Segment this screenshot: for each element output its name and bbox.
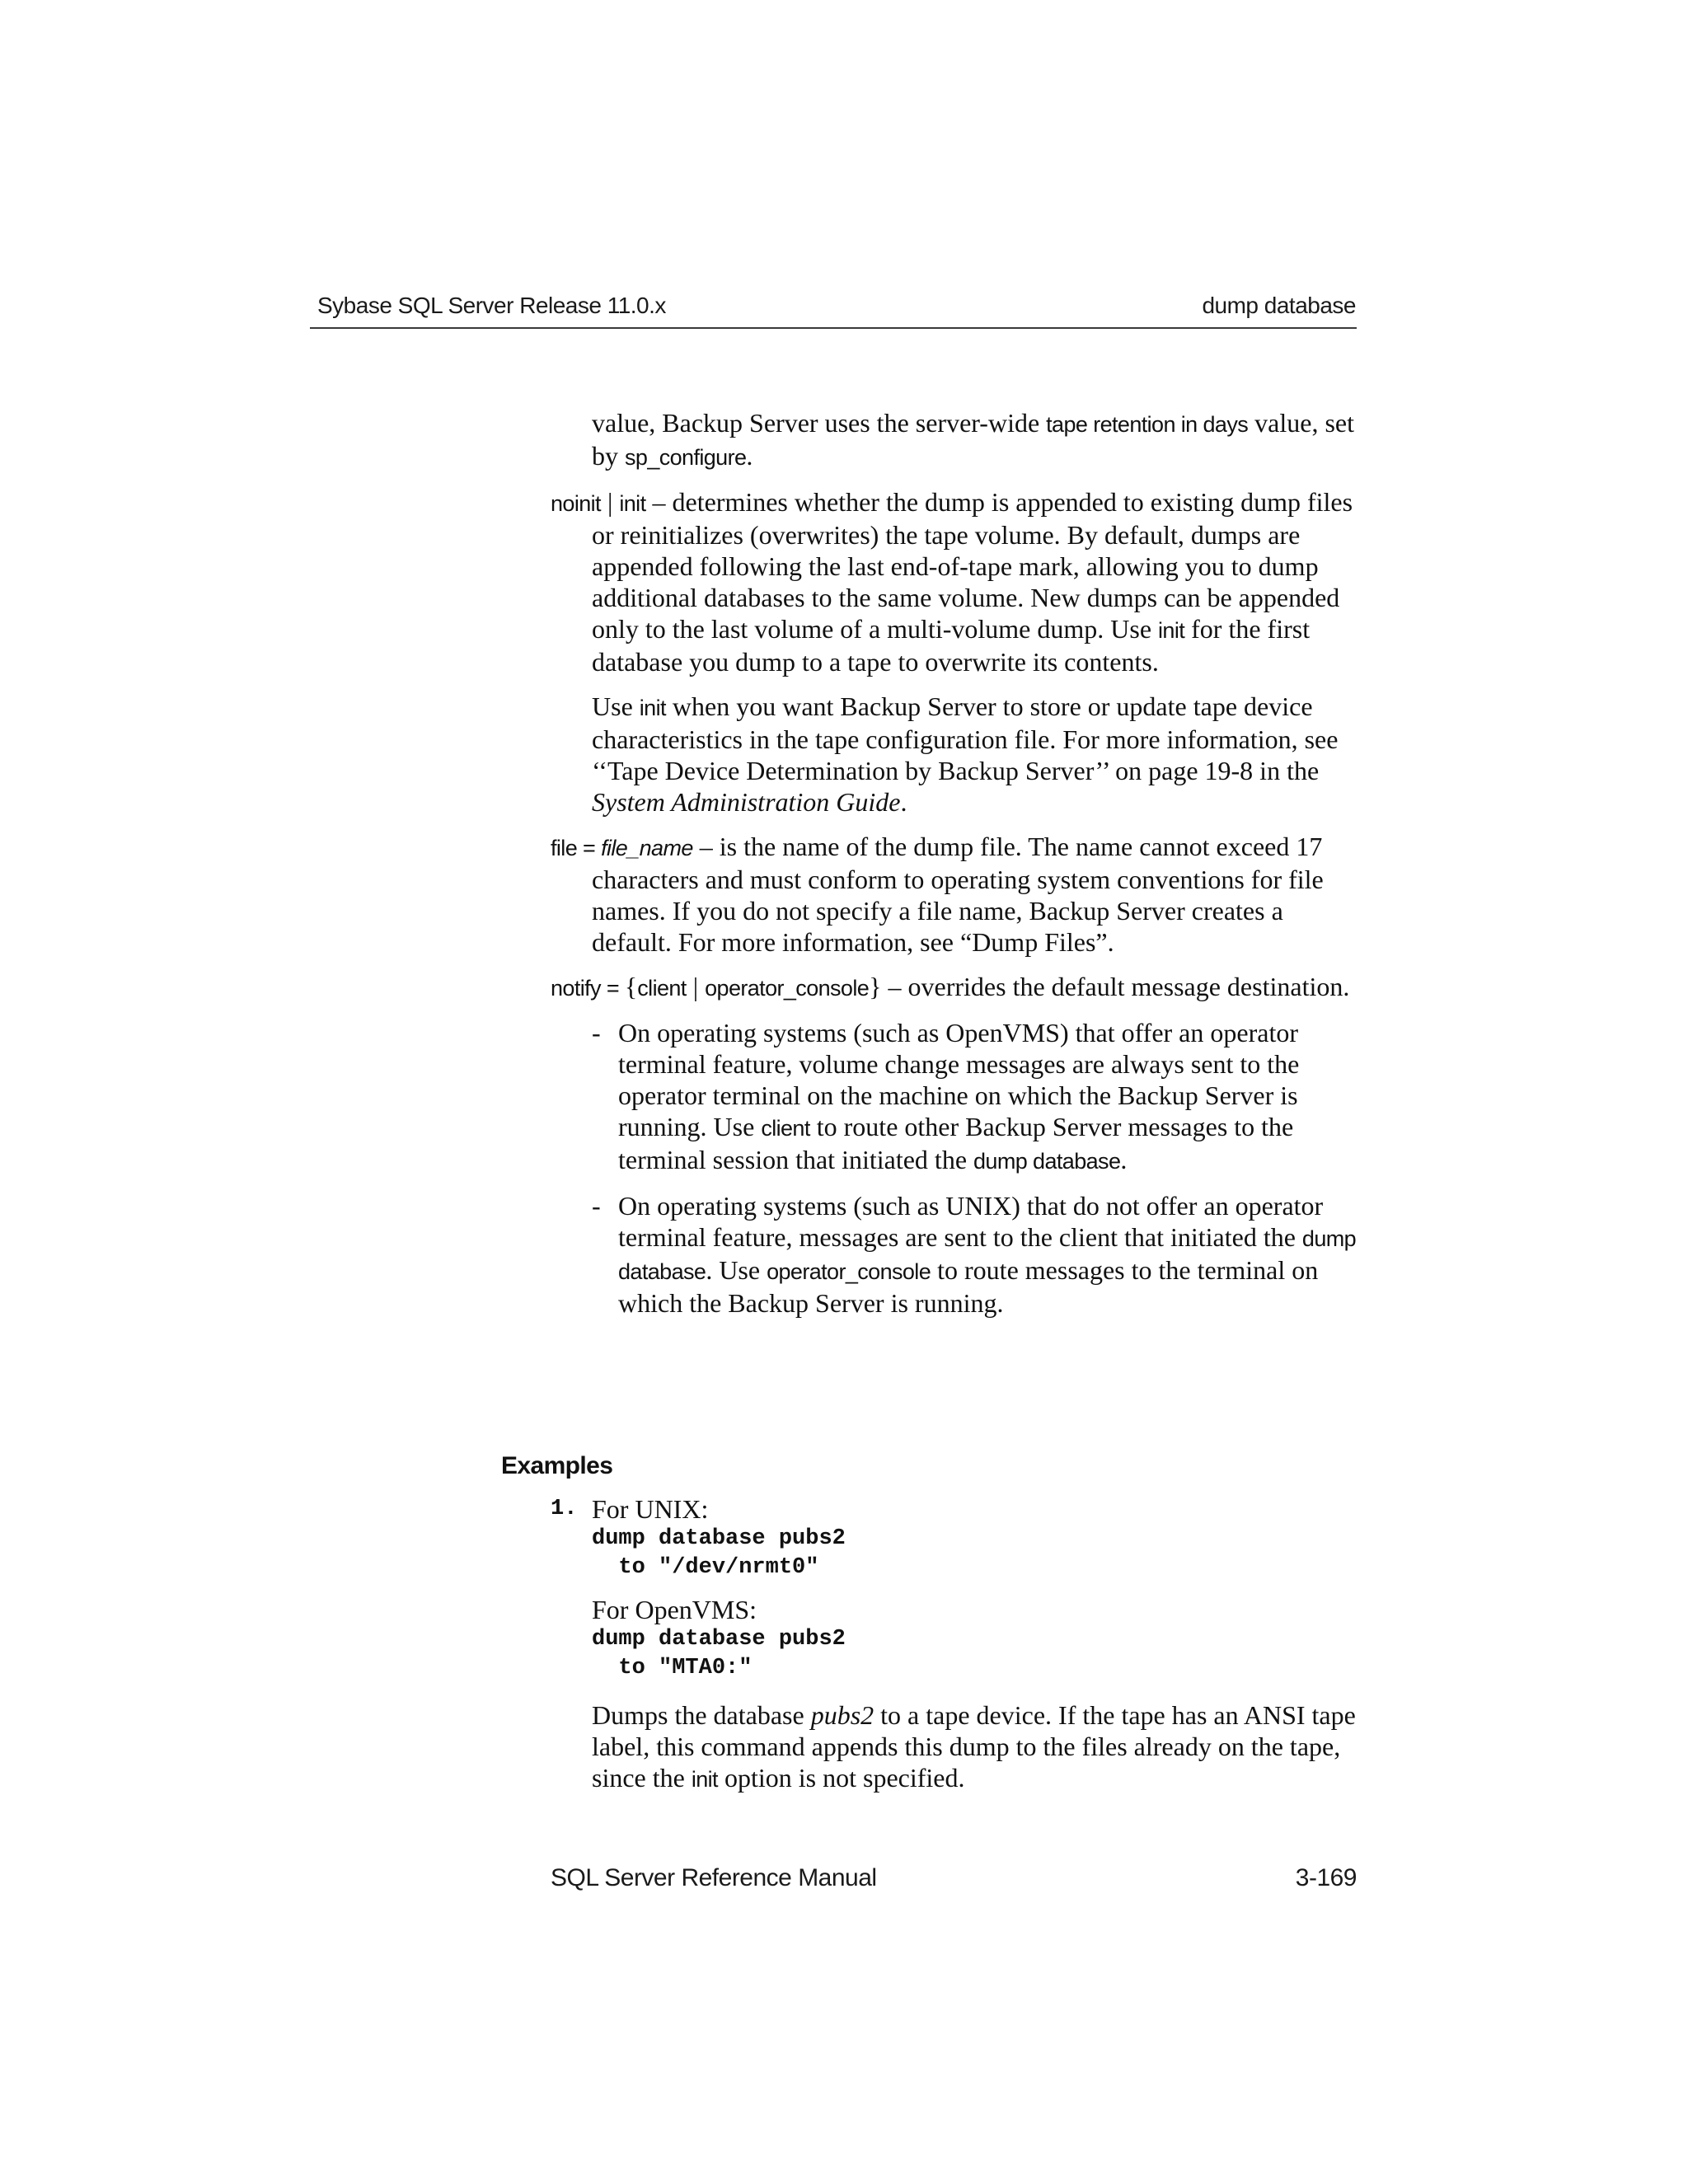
keyword: file = bbox=[551, 836, 602, 860]
parameter-descriptions bbox=[551, 407, 1367, 1332]
dash-bullet: - bbox=[592, 1018, 601, 1047]
text: when you want Backup Server to store or update tape device characteristics in the tape configuration file. For more information, see ‘‘Tape Device Determination by Backup Server’’ on page 19-8 in the bbox=[592, 691, 1339, 785]
noinit-init-parameter bbox=[551, 486, 1367, 677]
keyword: tape retention in days bbox=[1046, 412, 1249, 437]
list-item bbox=[551, 1017, 1367, 1177]
keyword: init bbox=[691, 1767, 718, 1792]
keyword: operator_console bbox=[767, 1259, 931, 1284]
keyword: init bbox=[1158, 618, 1185, 643]
dash-bullet: - bbox=[592, 1191, 601, 1221]
brace: { bbox=[624, 972, 638, 1001]
code-line: dump database pubs2 bbox=[592, 1526, 846, 1551]
separator: | bbox=[686, 972, 706, 1001]
keyword: init bbox=[619, 491, 646, 516]
text: to route messages to the terminal on which the Backup Server is running. bbox=[618, 1255, 1319, 1318]
list-item bbox=[551, 1190, 1367, 1319]
text: value, Backup Server uses the server-wide bbox=[592, 408, 1047, 438]
unix-label: For UNIX: bbox=[592, 1494, 709, 1524]
openvms-label: For OpenVMS: bbox=[592, 1595, 757, 1624]
text: – determines whether the dump is appended to existing dump files or reinitializes (overwrites) the tape volume. By default, dumps are appended following the last end-of-tape mark, allowing you to dump additional databases to the same volume. New dumps can be appended only to the last volume of a multi-volume dump. Use bbox=[592, 487, 1353, 644]
text: On operating systems (such as UNIX) that do not offer an operator terminal feature, messages are sent to the client that initiated the bbox=[618, 1191, 1324, 1252]
text: for the first database you dump to a tape to overwrite its contents. bbox=[592, 614, 1311, 677]
text: to route other Backup Server messages to the terminal session that initiated the bbox=[618, 1112, 1294, 1174]
keyword: client bbox=[761, 1116, 810, 1141]
example-number: 1. bbox=[551, 1497, 578, 1521]
header-section: dump database bbox=[1202, 293, 1356, 318]
text: Use bbox=[592, 691, 640, 721]
code-line: to "/dev/nrmt0" bbox=[592, 1555, 819, 1580]
text: value, set by bbox=[592, 408, 1354, 471]
text: Dumps the database bbox=[592, 1700, 811, 1730]
notify-parameter bbox=[551, 971, 1367, 1004]
example-body bbox=[551, 1493, 1367, 1795]
header-title: Sybase SQL Server Release 11.0.x bbox=[317, 293, 666, 318]
keyword: operator_console bbox=[705, 976, 870, 1001]
text: option is not specified. bbox=[717, 1763, 965, 1793]
brace: } bbox=[869, 972, 882, 1001]
keyword: init bbox=[639, 696, 666, 720]
keyword: sp_configure bbox=[625, 445, 747, 470]
manual-title: SQL Server Reference Manual bbox=[551, 1864, 877, 1891]
text: . Use bbox=[706, 1255, 767, 1285]
database-name: pubs2 bbox=[810, 1700, 874, 1730]
example-description bbox=[592, 1699, 1367, 1795]
keyword: dump database bbox=[618, 1226, 1357, 1284]
page-number: 3-169 bbox=[1295, 1864, 1357, 1891]
retention-paragraph bbox=[551, 407, 1367, 473]
code-line: dump database pubs2 bbox=[592, 1627, 846, 1652]
text: to a tape device. If the tape has an ANSI tape label, this command appends this dump to the files already on the tape, since the bbox=[592, 1700, 1356, 1793]
keyword: client bbox=[637, 976, 687, 1001]
init-usage-paragraph bbox=[551, 691, 1367, 818]
running-header bbox=[317, 293, 1356, 327]
guide-title: System Administration Guide bbox=[592, 787, 901, 817]
keyword: notify = bbox=[551, 976, 625, 1001]
header-rule bbox=[310, 327, 1357, 329]
separator: | bbox=[600, 487, 620, 517]
examples-heading: Examples bbox=[501, 1452, 613, 1479]
text: . bbox=[1120, 1145, 1128, 1174]
variable: file_name bbox=[601, 836, 693, 860]
text: On operating systems (such as OpenVMS) that offer an operator terminal feature, volume change messages are always sent to the operator terminal on the machine on which the Backup Server is running. Use bbox=[618, 1018, 1300, 1141]
examples-section bbox=[551, 1493, 1367, 1795]
keyword: dump database bbox=[973, 1149, 1121, 1174]
text: – overrides the default message destination. bbox=[881, 972, 1350, 1001]
file-parameter bbox=[551, 831, 1367, 958]
code-line: to "MTA0:" bbox=[592, 1656, 753, 1680]
text: – is the name of the dump file. The name cannot exceed 17 characters and must conform to operating system conventions for file names. If you do not specify a file name, Backup Server creates a default. For more information, see “Dump Files”. bbox=[592, 832, 1324, 957]
text: . bbox=[900, 787, 907, 817]
text: . bbox=[746, 441, 753, 471]
keyword: noinit bbox=[551, 491, 601, 516]
